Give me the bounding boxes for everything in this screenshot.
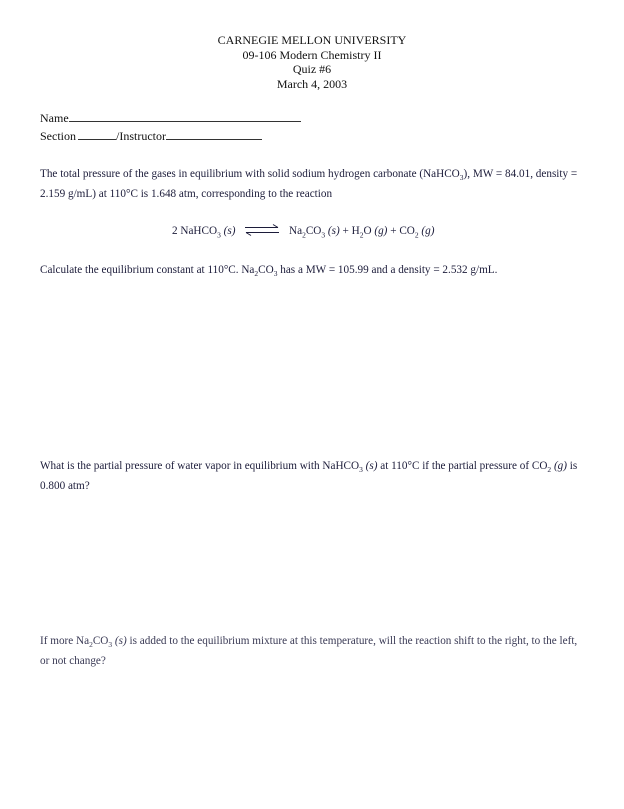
q2-state2: (g)	[551, 460, 567, 472]
intro-text-a: The total pressure of the gases in equilibrium with solid sodium hydrogen carbonate (NaHCO	[40, 168, 460, 180]
q3-sub1: 2	[89, 640, 93, 650]
product1-b: CO	[305, 225, 322, 238]
instructor-label: /Instructor	[116, 129, 166, 143]
q3-text-a: If more Na	[40, 635, 90, 647]
q2-text-a: What is the partial pressure of water vapor in equilibrium with NaHCO	[40, 460, 360, 472]
q1-text-a: Calculate the equilibrium constant at 110°C. Na	[40, 264, 255, 276]
product1-sub2: 3	[321, 230, 326, 240]
name-label: Name	[40, 111, 69, 125]
product3-sub: 2	[414, 230, 419, 240]
question-3	[40, 633, 588, 670]
reactant-subscript: 3	[217, 230, 221, 240]
section-field	[40, 128, 262, 144]
university-title: CARNEGIE MELLON UNIVERSITY	[217, 33, 407, 47]
q1-sub1: 2	[254, 269, 259, 279]
product1-state: (s)	[325, 225, 340, 238]
question-1	[40, 262, 588, 282]
q3-text-c: is added to the equilibrium mixture at this temperature, will the reaction shift to the right, to the left, or not change?	[40, 635, 578, 668]
quiz-number: Quiz #6	[292, 62, 332, 76]
product2-b: O	[363, 225, 372, 238]
question-2	[40, 458, 588, 495]
instructor-blank[interactable]	[166, 128, 262, 140]
q2-sub2: 2	[547, 465, 552, 475]
q3-sub2: 3	[108, 640, 113, 650]
product2-a: H	[351, 225, 360, 238]
quiz-date: March 4, 2003	[276, 76, 348, 91]
q3-state: (s)	[112, 635, 127, 647]
product2-sub: 2	[359, 230, 364, 240]
q2-state1: (s)	[362, 460, 378, 472]
product3-a: CO	[399, 225, 415, 238]
q2-text-b: at 110°C if the partial pressure of CO	[377, 460, 548, 472]
q3-text-b: CO	[92, 635, 109, 647]
section-blank[interactable]	[78, 128, 116, 140]
document-header	[0, 33, 624, 91]
reactant-state: (s)	[220, 225, 236, 238]
product1-sub1: 2	[302, 230, 306, 240]
plus-sign-2: +	[387, 225, 400, 238]
intro-text-b: ), MW = 84.01, density = 2.159 g/mL) at 110°C is 1.648 atm, corresponding to the reaction	[40, 168, 578, 201]
q2-text-c: is 0.800 atm?	[40, 460, 578, 493]
section-label: Section	[40, 129, 76, 143]
reactant-formula: 2 NaHCO	[172, 225, 218, 238]
intro-subscript: 3	[459, 173, 464, 183]
name-blank[interactable]	[69, 110, 301, 122]
name-field	[40, 110, 301, 126]
q1-text-b: CO	[258, 264, 274, 276]
product1-a: Na	[289, 225, 303, 238]
course-title: 09-106 Modern Chemistry II	[242, 47, 382, 62]
q2-sub1: 3	[359, 465, 363, 475]
reaction-equation	[172, 224, 434, 239]
problem-intro	[40, 166, 588, 203]
product2-state: (g)	[371, 225, 388, 238]
product3-state: (g)	[418, 225, 435, 238]
q1-sub2: 3	[273, 269, 278, 279]
q1-text-c: has a MW = 105.99 and a density = 2.532 g/mL.	[277, 264, 498, 276]
plus-sign-1: +	[339, 225, 352, 238]
equilibrium-arrow-icon	[244, 224, 280, 239]
